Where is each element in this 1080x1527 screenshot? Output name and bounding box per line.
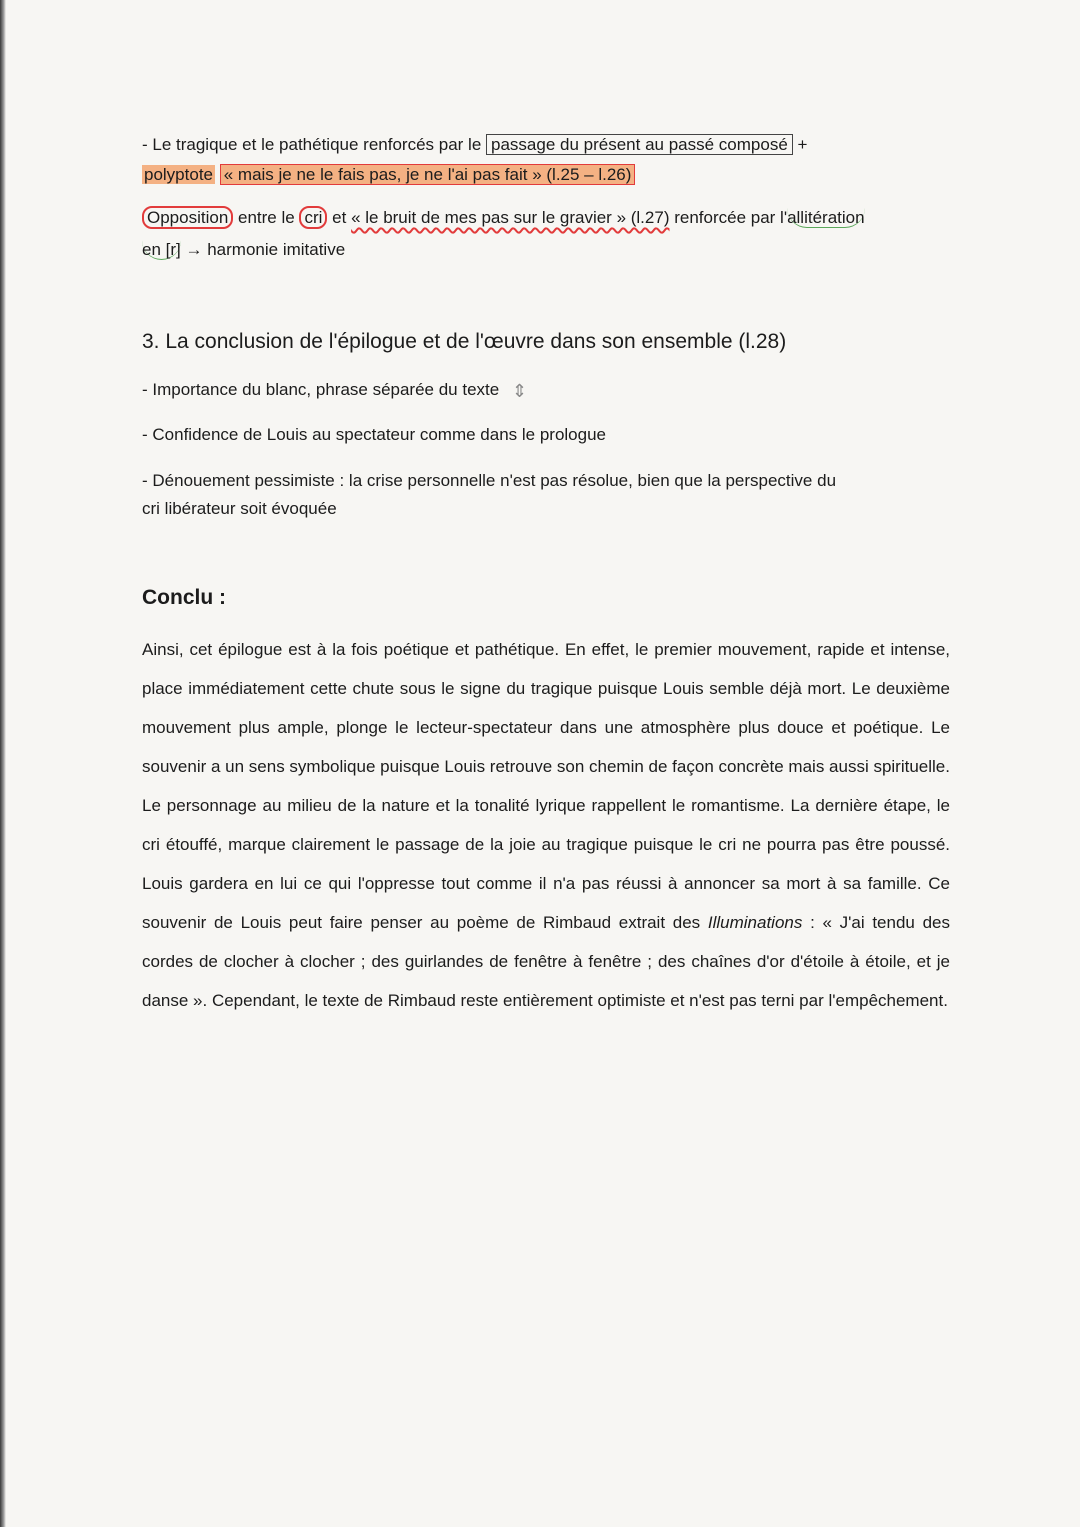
- renforcee-text: renforcée par l': [674, 208, 788, 227]
- section3-bullet3-line2: cri libérateur soit évoquée: [142, 499, 337, 518]
- polyptote-word: polyptote: [144, 165, 213, 184]
- conclusion-heading: Conclu :: [142, 586, 226, 609]
- conclusion-italic-title: Illuminations: [707, 913, 803, 932]
- en-r-text: en [r]: [142, 240, 181, 259]
- et-text: et: [332, 208, 347, 227]
- opposition-word: Opposition: [142, 206, 233, 229]
- polyptote-quote: « mais je ne le fais pas, je ne l'ai pas fait » (l.25 – l.26): [220, 164, 636, 185]
- cri-word: cri: [299, 206, 327, 229]
- tragic-line: [142, 132, 952, 158]
- conclusion-text-part1: Ainsi, cet épilogue est à la fois poétique et pathétique. En effet, le premier mouvement, rapide et intense, place immédiatement cette chute sous le signe du tragique puisque Louis semble déjà mort. Le deuxième mouvement plus ample, plonge le lecteur-spectateur dans une atmosphère plus douce et poétique. Le souvenir a un sens symbolique puisque Louis retrouve son chemin de façon concrète mais aussi spirituelle. Le personnage au milieu de la nature et la tonalité lyrique rappellent le romantisme. La dernière étape, le cri étouffé, marque clairement le passage de la joie au tragique puisque le cri ne pourra pas être poussé. Louis gardera en lui ce qui l'oppresse tout comme il n'a pas réussi à annoncer sa mort à sa famille. Ce souvenir de Louis peut faire penser au poème de Rimbaud extrait des: [142, 640, 950, 932]
- section3-bullet3-line1: - Dénouement pessimiste : la crise personnelle n'est pas résolue, bien que la perspective du: [142, 471, 837, 490]
- conclusion-text-part2: : « J'ai tendu des cordes de clocher à clocher ; des guirlandes de fenêtre à fenêtre ; des chaînes d'or d'étoile à étoile, et je danse ». Cependant, le texte de Rimbaud reste entièrement optimiste et n'est pas terni par l'empêchement.: [142, 913, 950, 1010]
- allitteration-word: allitération: [787, 208, 865, 227]
- entre-text: entre le: [238, 208, 295, 227]
- harmonie-line: [142, 237, 345, 263]
- section3-title: 3. La conclusion de l'épilogue et de l'œuvre dans son ensemble (l.28): [142, 330, 787, 353]
- tragic-text: - Le tragique et le pathétique renforcés par le: [142, 135, 482, 154]
- section3-bullet1: [142, 377, 527, 404]
- boxed-passage: passage du présent au passé composé: [486, 134, 793, 155]
- bullet1-text: - Importance du blanc, phrase séparée du texte: [142, 380, 500, 399]
- section3-bullet2: - Confidence de Louis au spectateur comme dans le prologue: [142, 425, 607, 444]
- plus-sign: +: [797, 135, 808, 154]
- opposition-line: [142, 205, 865, 231]
- up-down-arrows-icon: ⇕: [511, 381, 528, 401]
- conclusion-paragraph: [142, 630, 950, 1020]
- right-arrow-icon: →: [185, 240, 203, 259]
- harmonie-text: harmonie imitative: [207, 240, 346, 259]
- polyptote-line: [142, 162, 635, 188]
- gravier-quote: « le bruit de mes pas sur le gravier » (l.27): [351, 208, 670, 227]
